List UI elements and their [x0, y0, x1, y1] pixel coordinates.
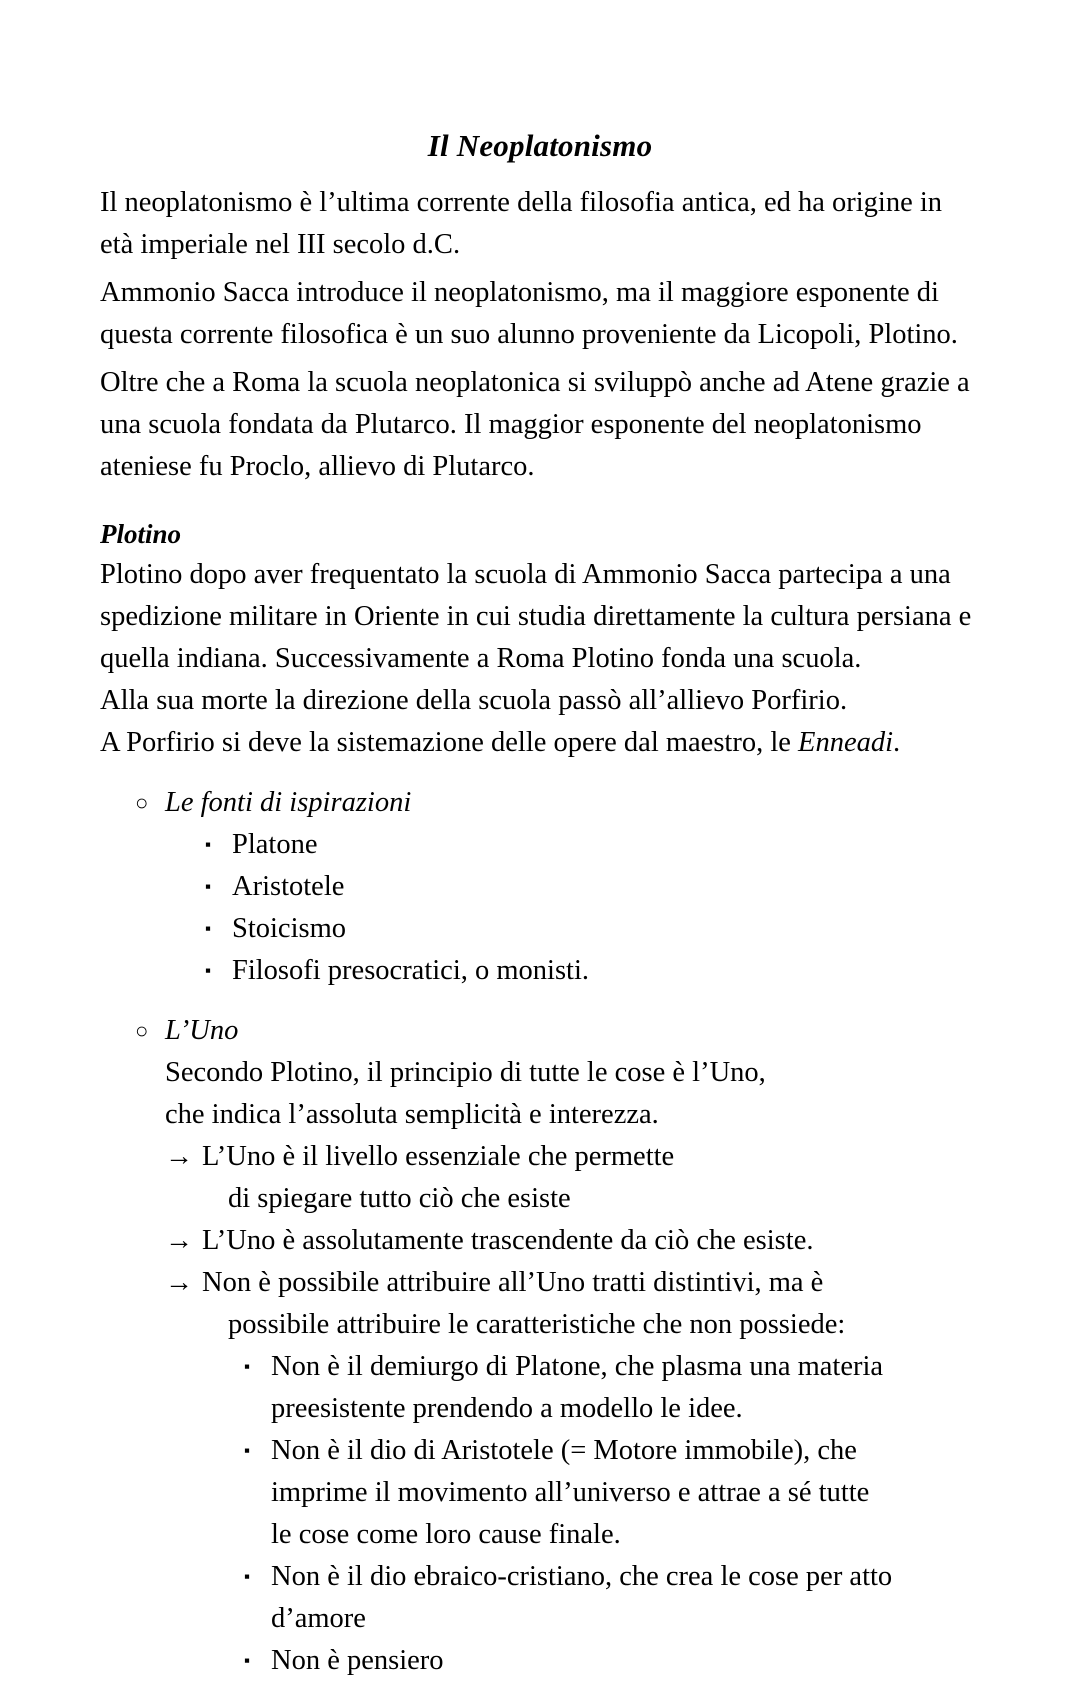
arrow-item-line-2: possibile attribuire le caratteristiche che non possiede: [228, 1309, 846, 1340]
document-body [100, 182, 980, 1682]
intro-paragraph-2: Ammonio Sacca introduce il neoplatonismo, ma il maggiore esponente di questa corrente filosofica è un suo alunno proveniente da Licopoli, Plotino. [100, 277, 958, 350]
list-item [165, 866, 980, 908]
intro-paragraph-3: Oltre che a Roma la scuola neoplatonica si sviluppò anche ad Atene grazie a una scuola fondata da Plutarco. Il maggior esponente del neoplatonismo ateniese fu Proclo, allievo di Plutarco. [100, 367, 970, 482]
arrow-item-line-1: L’Uno è il livello essenziale che permette [202, 1141, 675, 1172]
plotino-paragraph-1: Plotino dopo aver frequentato la scuola di Ammonio Sacca partecipa a una spedizione militare in Oriente in cui studia direttamente la cultura persiana e quella indiana. Successivamente a Roma Plotino fonda una scuola. [100, 559, 972, 674]
arrow-item-line-2: di spiegare tutto ciò che esiste [228, 1183, 571, 1214]
arrow-item-line-1: Non è possibile attribuire all’Uno tratti distintivi, ma è [202, 1267, 824, 1298]
list-item-fonti-di-ispirazioni [100, 782, 980, 992]
circle-bullet-icon: ○ [135, 790, 149, 815]
page-title: Il Neoplatonismo [427, 128, 653, 163]
list-item-line-2: imprime il movimento all’universo e attrae a sé tutte [271, 1477, 870, 1508]
section-heading-plotino: Plotino [100, 519, 182, 549]
list-item-label: Aristotele [232, 871, 345, 902]
luno-intro-line-2: che indica l’assoluta semplicità e interezza. [165, 1099, 659, 1130]
outline-list [100, 764, 980, 1682]
enneadi-text-after: . [893, 727, 901, 758]
list-item-line-1: Non è il dio di Aristotele (= Motore immobile), che [271, 1435, 857, 1466]
arrow-item [165, 1220, 980, 1262]
arrow-item-line-1: L’Uno è assolutamente trascendente da ciò che esiste. [202, 1225, 814, 1256]
enneadi-text-before: A Porfirio si deve la sistemazione delle opere dal maestro, le [100, 727, 799, 758]
arrow-bullet-icon: → [165, 1267, 193, 1298]
list-item-line-1: Non è pensiero [271, 1645, 444, 1676]
arrow-item [165, 1136, 980, 1220]
square-bullet-icon: ▪ [205, 919, 212, 938]
square-bullet-icon: ▪ [244, 1567, 251, 1586]
list-item-luno [100, 992, 980, 1682]
square-bullet-icon: ▪ [205, 961, 212, 980]
enneadi-title: Enneadi [798, 727, 894, 758]
list-item-label: Stoicismo [232, 913, 347, 944]
list-item-label: Platone [232, 829, 318, 860]
list-item-label: L’Uno [165, 1015, 239, 1046]
list-item-label: Filosofi presocratici, o monisti. [232, 955, 590, 986]
list-item [204, 1346, 980, 1430]
list-item [165, 824, 980, 866]
square-bullet-icon: ▪ [244, 1651, 251, 1670]
luno-intro-line-1: Secondo Plotino, il principio di tutte le cose è l’Uno, [165, 1057, 766, 1088]
list-item [204, 1640, 980, 1682]
fonti-sublist [165, 824, 980, 992]
list-item-line-1: Non è il demiurgo di Platone, che plasma una materia [271, 1351, 884, 1382]
arrow-item [165, 1262, 980, 1682]
square-bullet-icon: ▪ [244, 1441, 251, 1460]
square-bullet-icon: ▪ [205, 877, 212, 896]
list-item-line-1: Non è il dio ebraico-cristiano, che crea le cose per atto d’amore [271, 1561, 893, 1634]
intro-paragraph-1: Il neoplatonismo è l’ultima corrente della filosofia antica, ed ha origine in età imperiale nel III secolo d.C. [100, 187, 943, 260]
list-item-line-3: le cose come loro cause finale. [271, 1519, 621, 1550]
luno-body [165, 1052, 980, 1682]
list-item [165, 908, 980, 950]
luno-arrow-list [165, 1136, 980, 1682]
list-item [204, 1556, 980, 1640]
plotino-paragraph-2: Alla sua morte la direzione della scuola passò all’allievo Porfirio. [100, 685, 848, 716]
list-item [165, 950, 980, 992]
enneadi-paragraph [100, 722, 980, 764]
arrow-bullet-icon: → [165, 1225, 193, 1256]
negations-sublist [202, 1346, 980, 1682]
square-bullet-icon: ▪ [205, 835, 212, 854]
square-bullet-icon: ▪ [244, 1357, 251, 1376]
list-item-label: Le fonti di ispirazioni [165, 787, 412, 818]
arrow-bullet-icon: → [165, 1141, 193, 1172]
circle-bullet-icon: ○ [135, 1018, 149, 1043]
list-item-line-2: preesistente prendendo a modello le idee. [271, 1393, 743, 1424]
list-item [204, 1430, 980, 1556]
